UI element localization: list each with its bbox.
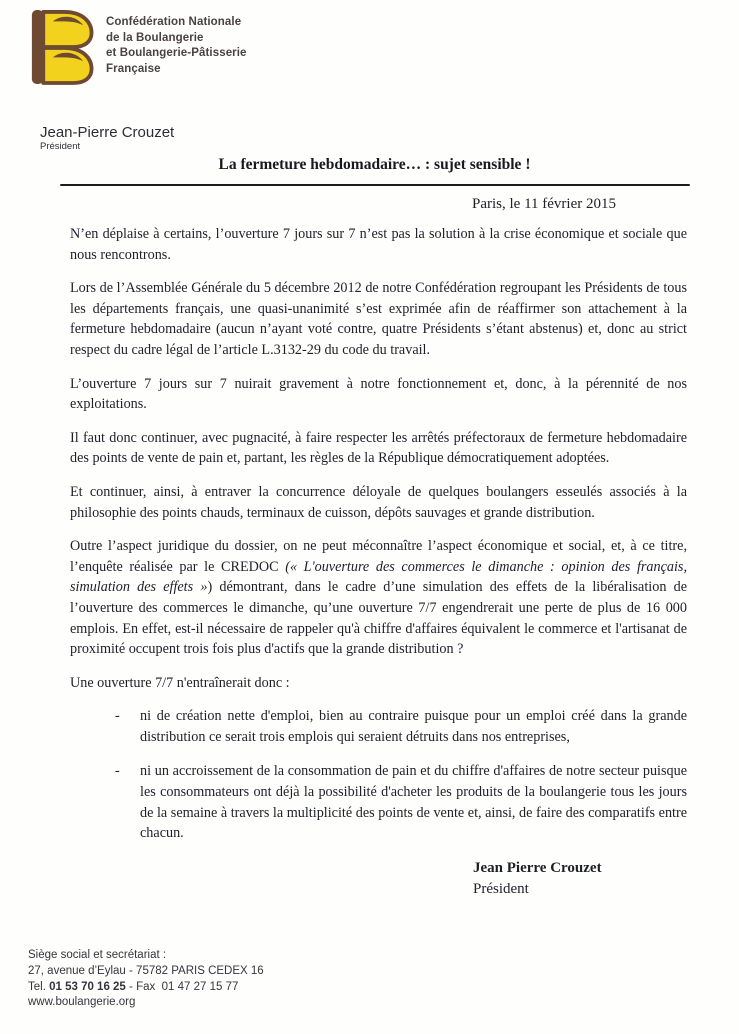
footer-line: Siège social et secrétariat : [28,949,167,961]
bakery-b-logo [30,8,102,86]
paragraph: Une ouverture 7/7 n'entraînerait donc : [70,674,290,691]
org-name-line: Française [106,62,161,75]
list-dash: - [115,763,120,780]
signature-name: Jean Pierre Crouzet [473,859,602,876]
footer-line: 27, avenue d’Eylau - 75782 PARIS CEDEX 16 [28,964,264,977]
list-item [70,761,687,843]
paragraph: Il faut donc continuer, avec pugnacité, à faire respecter les arrêtés préfectoraux de fermeture hebdomadaire des points de vente de pain et, partant, les règles de la République démocratiquement adoptées. [70,429,687,467]
dateline: Paris, le 11 février 2015 [472,196,616,212]
paragraph: Et continuer, ainsi, à entraver la concurrence déloyale de quelques boulangers esseulés associés à la philosophie des points chauds, terminaux de cuisson, dépôts sauvages et grande distribution. [70,483,687,521]
letter-body [70,224,687,844]
bread-b-logo-icon [30,8,102,86]
list-item-text: ni de création nette d'emploi, bien au contraire puisque pour un emploi créé dans la grande distribution ce serait trois emplois qui seraient détruits dans nos entreprises, [140,708,687,745]
subject-line: La fermeture hebdomadaire… : sujet sensible ! [218,156,531,173]
footer [28,948,264,1011]
paragraph: L’ouverture 7 jours sur 7 nuirait gravement à notre fonctionnement et, donc, à la pérennité de nos exploitations. [70,375,687,413]
list-item [70,706,687,747]
list-dash: - [115,708,120,725]
org-name-line: et Boulangerie-Pâtisserie [106,47,247,59]
org-name [106,15,247,77]
sender-block [40,124,174,152]
sender-name: Jean-Pierre Crouzet [40,124,175,141]
subject-underline-rule [60,184,690,186]
footer-line: Tel. 01 53 70 16 25 - Fax 01 47 27 15 77 [28,980,239,993]
list-item-text: ni un accroissement de la consommation de pain et du chiffre d'affaires de notre secteur puisque les consommateurs ont déjà la possibilité d'acheter les produits de la boulangerie tous les jours de la semaine à travers la multiplicité des points de vente et, ainsi, de faire des comparatifs entre chacun. [140,763,687,842]
letter-content [70,224,687,900]
signature-title: Président [473,880,529,897]
paragraph: Outre l’aspect juridique du dossier, on ne peut méconnaître l’aspect économique et social, et, à ce titre, l’enquête réalisée par le CREDOC (« L'ouverture des commerces le dimanche : opinion des français, simulation des effets ») démontrant, dans le cadre d’une simulation des effets de la libéralisation de l’ouverture des commerces le dimanche, qu’une ouverture 7/7 engendrerait une perte de plus de 16 000 emplois. En effet, est-il nécessaire de rappeler qu'à chiffre d'affaires équivalent le commerce et l'artisanat de proximité occupent trois fois plus d'actifs que la grande distribution ? [70,538,688,658]
signature-block [473,858,687,900]
org-name-line: de la Boulangerie [106,31,204,44]
paragraph: Lors de l’Assemblée Générale du 5 décembre 2012 de notre Confédération regroupant les Présidents de tous les départements français, une quasi-unanimité s’est exprimée afin de réaffirmer son attachement à la fermeture hebdomadaire (aucun n’ayant voté contre, quatre Présidents s’étant abstenus) et, donc au strict respect du cadre légal de l’article L.3132-29 du code du travail. [70,280,687,358]
sender-title: Président [40,141,81,152]
org-name-line: Confédération Nationale [106,16,242,28]
footer-line: www.boulangerie.org [28,996,136,1009]
paragraph: N’en déplaise à certains, l’ouverture 7 jours sur 7 n’est pas la solution à la crise économique et sociale que nous rencontrons. [70,226,687,263]
